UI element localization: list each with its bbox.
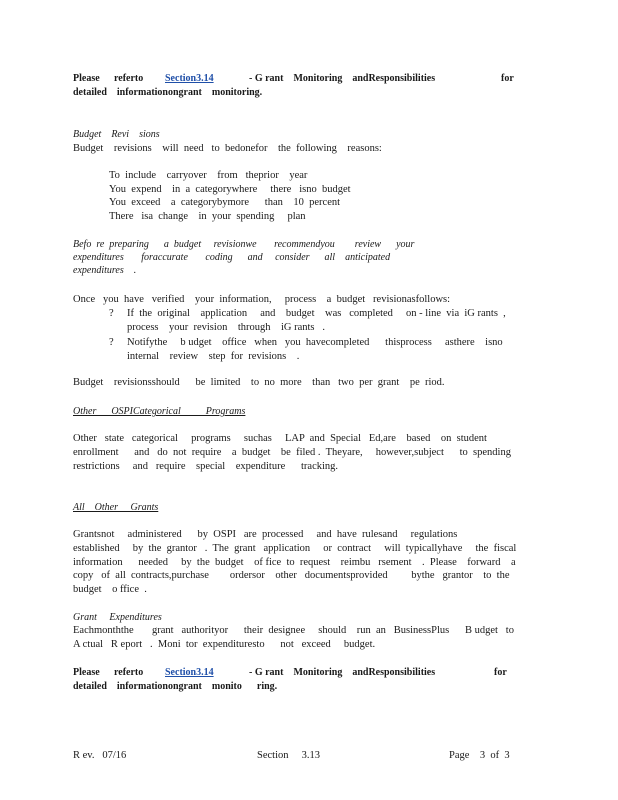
footer-revision: R ev. 07/16	[73, 750, 127, 761]
all-other-line: established by the grantor . The grant application or contract will typicallyhave the fiscal	[73, 543, 517, 554]
step-line: process your revision through iG rants .	[127, 322, 326, 333]
budget-revisions-intro: Budget revisions will need to bedonefor the following reasons:	[73, 143, 382, 154]
bullet-marker: ?	[109, 308, 114, 319]
process-intro: Once you have verified your information, process a budget revisionasfollows:	[73, 294, 451, 305]
ref-please: Please	[73, 667, 100, 678]
all-other-heading-wrap	[73, 501, 536, 515]
ospi-line: Other state categorical programs suchas LAP and Special Ed,are based on student	[73, 433, 487, 444]
ref-refer-to: referto	[114, 667, 144, 678]
ospi-heading-wrap	[73, 405, 536, 419]
ref-title: - G rant Monitoring andResponsibilities	[249, 73, 436, 84]
bullet-marker: ?	[109, 337, 114, 348]
all-other-line: budget o ffice .	[73, 584, 147, 595]
section-3-14-link[interactable]: Section3.14	[165, 73, 214, 84]
ref-for: for	[501, 73, 514, 84]
ref-title: - G rant Monitoring andResponsibilities	[249, 667, 436, 678]
budget-revisions-heading: Budget Revi sions	[73, 129, 160, 140]
revision-limit: Budget revisionsshould be limited to no more than two per grant pe riod.	[73, 377, 445, 388]
reason-item: There isa change in your spending plan	[109, 211, 306, 222]
grant-exp-line: A ctual R eport . Moni tor expendituresto not exceed budget.	[73, 639, 376, 650]
all-other-heading: All Other Grants	[73, 502, 159, 513]
grant-expenditures-heading: Grant Expenditures	[73, 612, 162, 623]
ref-please: Please	[73, 73, 100, 84]
ref-refer-to: referto	[114, 73, 144, 84]
ospi-line: restrictions and require special expenditure tracking.	[73, 461, 339, 472]
step-line: If the original application and budget was completed on - line via iG rants ,	[127, 308, 506, 319]
ospi-heading: Other OSPICategorical Programs	[73, 406, 246, 417]
before-note-line: Befo re preparing a budget revisionwe recommendyou review your	[73, 239, 415, 250]
all-other-line: Grantsnot administered by OSPI are processed and have rulesand regulations	[73, 529, 458, 540]
ospi-line: enrollment and do not require a budget be filed . Theyare, however,subject to spending	[73, 447, 511, 458]
footer-page-number: Page 3 of 3	[449, 750, 510, 761]
grant-exp-line: Eachmonththe grant authorityor their designee should run an BusinessPlus B udget to	[73, 625, 514, 636]
before-note-line: expenditures .	[73, 265, 137, 276]
reason-item: You expend in a categorywhere there isno budget	[109, 184, 351, 195]
all-other-line: copy of all contracts,purchase ordersor other documentsprovided bythe grantor to the	[73, 570, 510, 581]
step-line: internal review step for revisions .	[127, 351, 300, 362]
step-line: Notifythe b udget office when you havecompleted thisprocess asthere isno	[127, 337, 503, 348]
ref-line2: detailed informationongrant monitoring.	[73, 87, 263, 98]
all-other-line: information needed by the budget of fice to request reimbu rsement . Please forward a	[73, 557, 516, 568]
ref-for: for	[494, 667, 507, 678]
before-note-line: expenditures foraccurate coding and consider all anticipated	[73, 252, 391, 263]
footer-section: Section 3.13	[257, 750, 320, 761]
ref-line2: detailed informationongrant monito ring.	[73, 681, 278, 692]
reason-item: To include carryover from theprior year	[109, 170, 308, 181]
section-3-14-link[interactable]: Section3.14	[165, 667, 214, 678]
reason-item: You exceed a categorybymore than 10 percent	[109, 197, 341, 208]
